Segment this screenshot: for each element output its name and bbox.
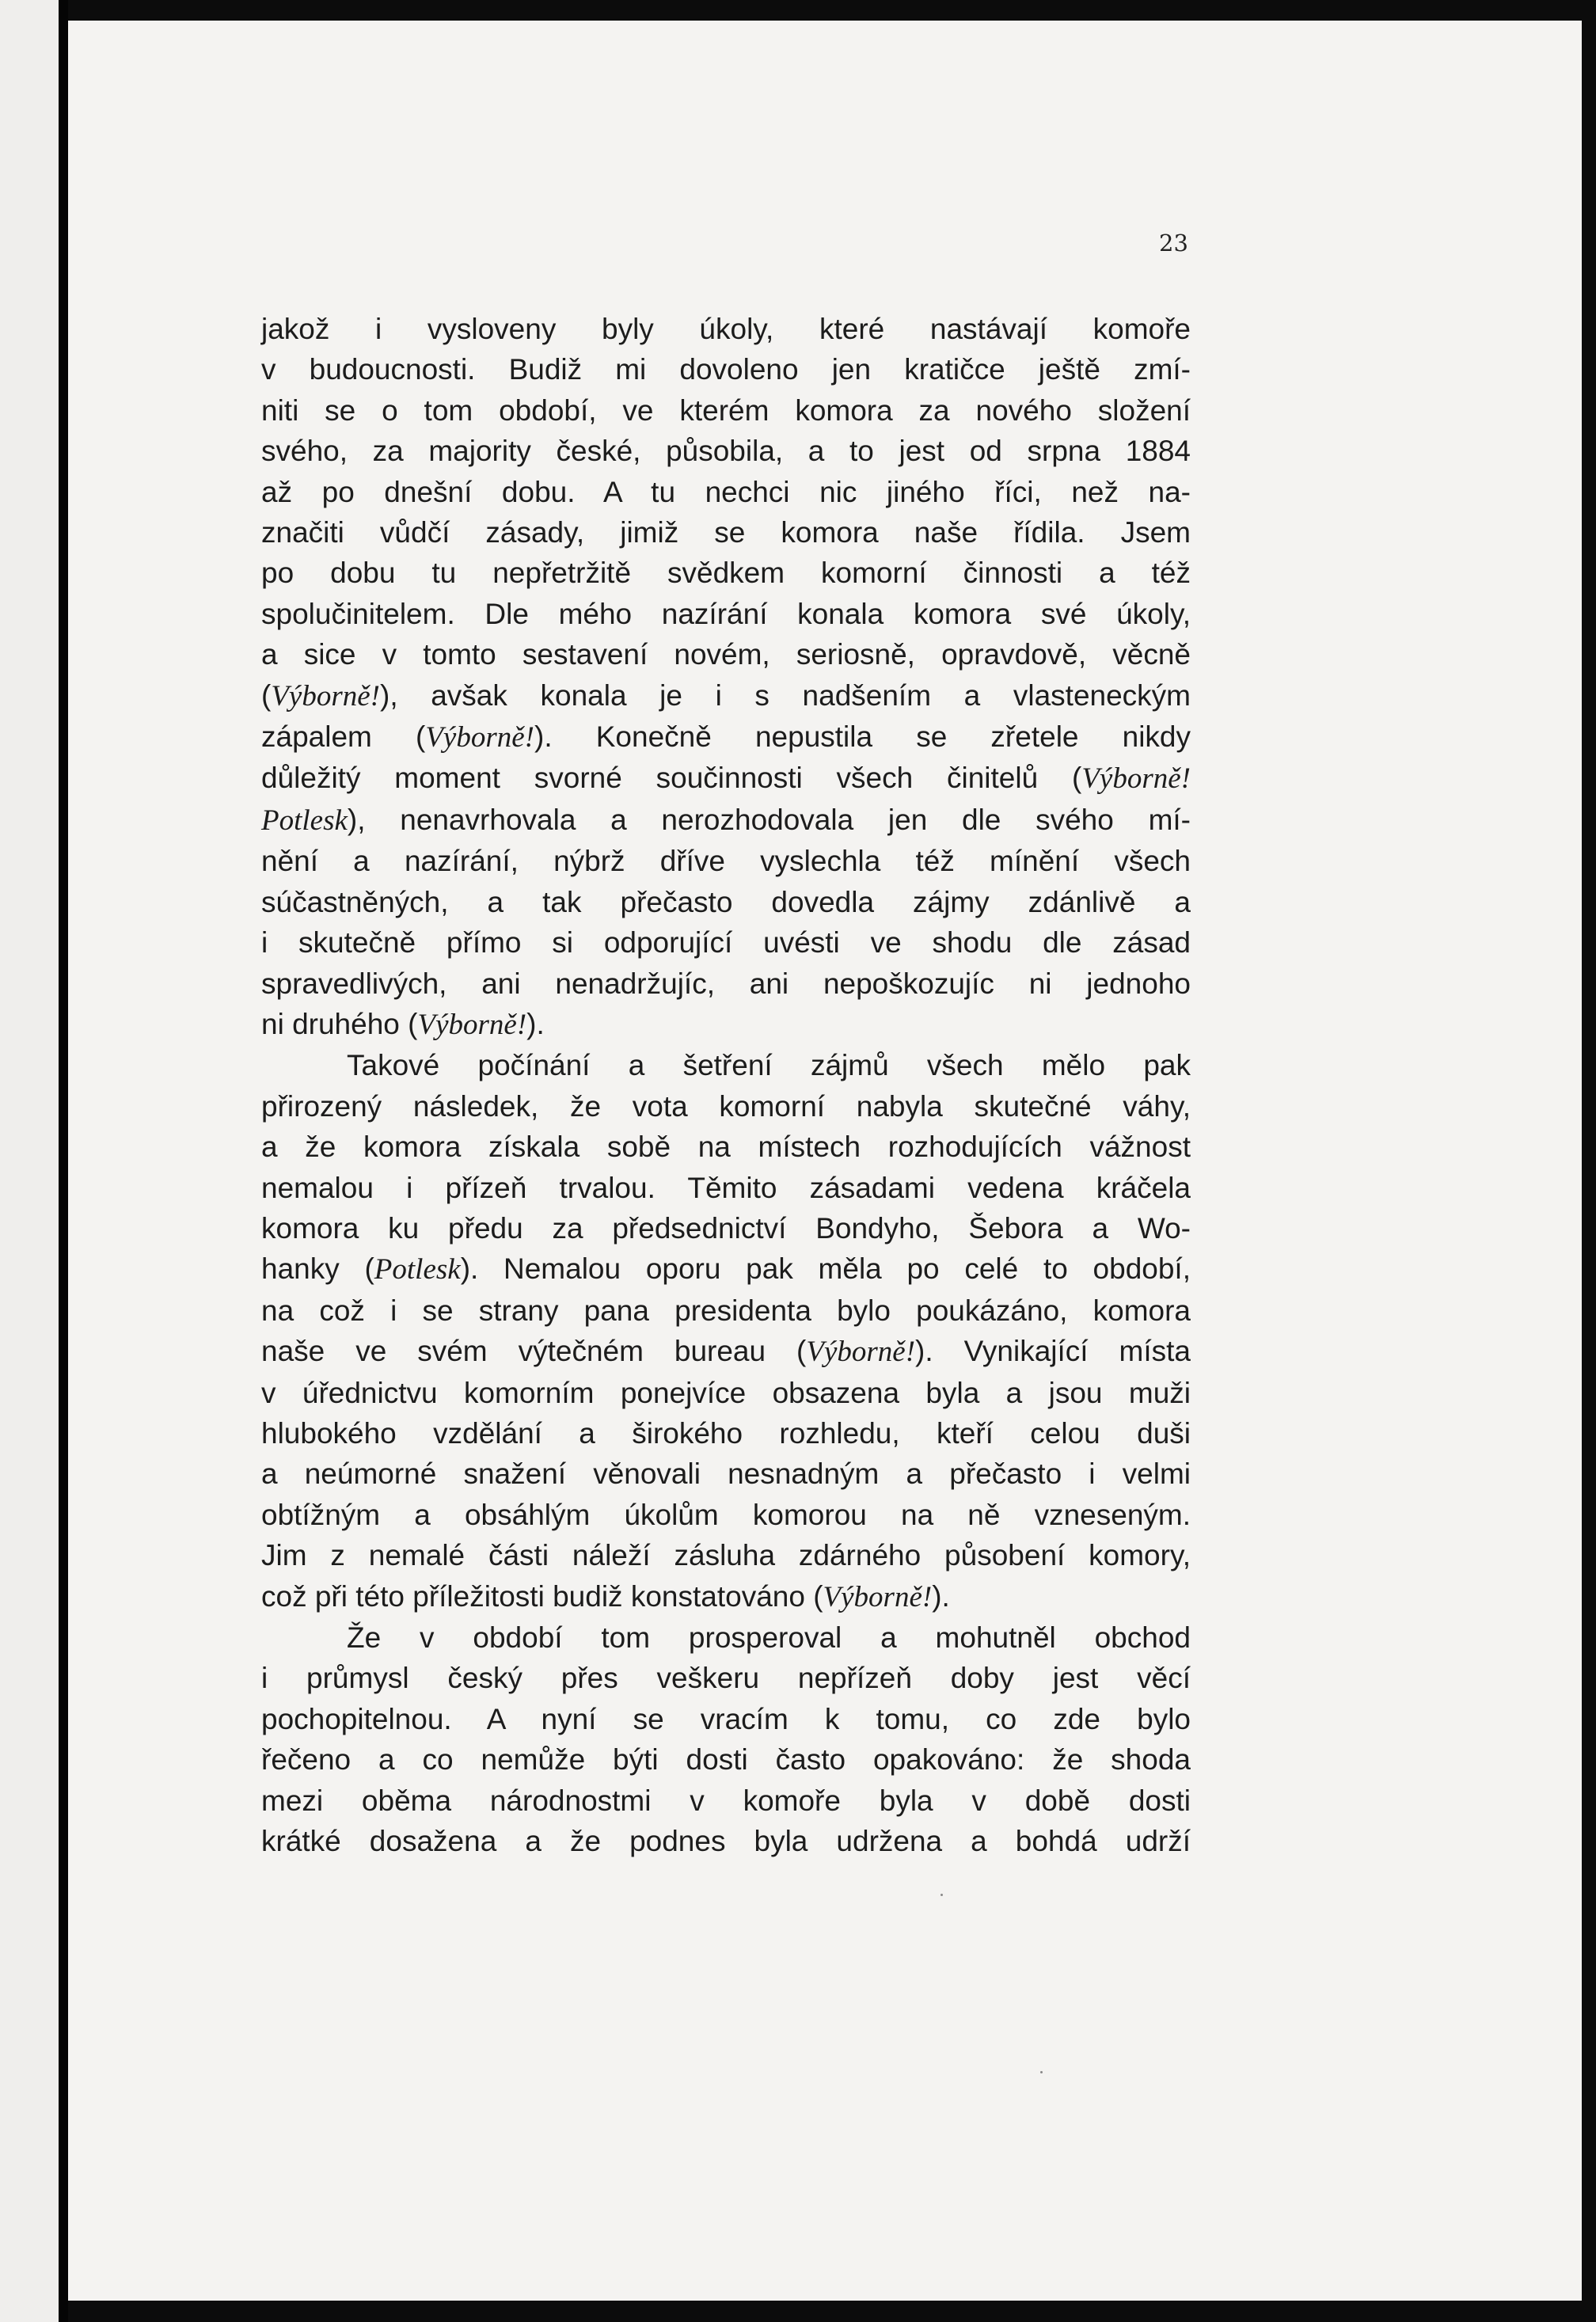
text-line [261,594,1191,634]
text-run: značiti vůdčí zásady, jimiž se komora naše řídila. Jsem [261,516,1191,549]
text-run: pochopitelnou. A nyní se vracím k tomu, co zde bylo [261,1702,1191,1735]
text-run: až po dnešní dobu. A tu nechci nic jiného říci, než na- [261,475,1191,508]
text-line [261,1373,1191,1413]
text-run: svého, za majority české, působila, a to jest od srpna 1884 [261,435,1191,468]
paper-speck [1040,2071,1043,2073]
text-run: ni druhého ( [261,1007,418,1040]
text-line [261,841,1191,881]
text-run: naše ve svém výtečném bureau ( [261,1335,807,1368]
text-line [261,431,1191,471]
text-run: a sice v tomto sestavení novém, seriosně, opravdově, věcně [261,638,1191,671]
page-gutter-shadow [59,0,68,2322]
text-run: i skutečně přímo si odporující uvésti ve shodu dle zásad [261,926,1191,960]
text-run: nemalou i přízeň trvalou. Těmito zásadami vedena kráčela [261,1171,1191,1204]
text-line [261,1413,1191,1454]
text-line [261,1535,1191,1575]
italic-remark: Potlesk [374,1253,461,1286]
text-line [261,1004,1191,1045]
text-run: v budoucnosti. Budiž mi dovoleno jen kratičce ještě zmí- [261,353,1191,386]
text-run: Že v období tom prosperoval a mohutněl obchod [347,1621,1191,1654]
text-run: ), avšak konala je i s nadšením a vlasteneckým [380,678,1191,712]
text-line [261,512,1191,553]
text-run: řečeno a co nemůže býti dosti často opakováno: že shoda [261,1743,1191,1777]
text-run: i průmysl český přes veškeru nepřízeň doby jest věcí [261,1662,1191,1695]
text-line [261,1780,1191,1821]
text-line [261,882,1191,922]
text-run: a že komora získala sobě na místech rozhodujících vážnost [261,1131,1191,1164]
text-run: zápalem ( [261,720,426,754]
text-run: důležitý moment svorné součinnosti všech činitelů ( [261,762,1082,795]
text-line [261,472,1191,512]
text-line [261,1739,1191,1780]
italic-remark: Výborně! [271,679,380,713]
text-run: hlubokého vzdělání a širokého rozhledu, kteří celou duši [261,1416,1191,1450]
text-run: ). [526,1007,545,1040]
text-run: krátké dosažena a že podnes byla udržena a bohdá udrží [261,1825,1191,1858]
text-run: jakož i vysloveny byly úkoly, které nastávají komoře [261,313,1191,345]
text-run: spolučinitelem. Dle mého nazírání konala komora své úkoly, [261,597,1191,630]
text-line [261,1821,1191,1861]
text-run: ( [261,678,272,712]
page-number: 23 [1159,230,1188,257]
text-run: což při této příležitosti budiž konstatováno ( [261,1579,823,1613]
italic-remark: Potlesk [261,804,348,837]
text-run: ). Vynikající místa [915,1335,1191,1368]
text-line [261,309,1191,349]
text-run: niti se o tom období, ve kterém komora za nového složení [261,393,1191,427]
text-line [261,758,1191,799]
text-line [261,1086,1191,1127]
text-line [261,1454,1191,1494]
text-line [261,1127,1191,1167]
italic-remark: Výborně! [425,721,534,754]
text-line [261,553,1191,593]
text-line [261,1331,1191,1372]
text-run: ). Konečně nepustila se zřetele nikdy [534,720,1191,754]
text-line [261,800,1191,841]
italic-remark: Výborně! [823,1580,933,1613]
text-run: hanky ( [261,1252,374,1286]
text-line [261,1045,1191,1085]
text-line [261,963,1191,1004]
text-run: súčastněných, a tak přečasto dovedla zájmy zdánlivě a [261,885,1191,918]
text-run: ). [932,1579,950,1613]
text-run: Jim z nemalé části náleží zásluha zdárného působení komory, [261,1539,1191,1572]
text-run: nění a nazírání, nýbrž dříve vyslechla též mínění všech [261,845,1191,878]
text-line [261,1208,1191,1248]
text-line [261,349,1191,390]
text-line [261,1576,1191,1617]
text-line [261,1248,1191,1290]
text-line [261,1168,1191,1208]
text-line [261,716,1191,758]
text-run: Takové počínání a šetření zájmů všech mělo pak [347,1049,1191,1082]
text-run: komora ku předu za předsednictví Bondyho, Šebora a Wo- [261,1211,1191,1245]
text-run: ). Nemalou oporu pak měla po celé to období, [460,1252,1191,1286]
text-run: po dobu tu nepřetržitě svědkem komorní činnosti a též [261,557,1191,590]
text-run: obtížným a obsáhlým úkolům komorou na ně vzneseným. [261,1498,1191,1531]
text-run: přirozený následek, že vota komorní nabyla skutečné váhy, [261,1089,1191,1123]
text-line [261,1617,1191,1658]
text-run: mezi oběma národnostmi v komoře byla v době dosti [261,1784,1191,1817]
text-run: ), nenavrhovala a nerozhodovala jen dle svého mí- [347,803,1191,836]
text-line [261,1658,1191,1698]
text-run: v úřednictvu komorním ponejvíce obsazena byla a jsou muži [261,1376,1191,1409]
text-line [261,675,1191,716]
text-line [261,390,1191,431]
italic-remark: Výborně! [1081,762,1191,796]
text-run: a neúmorné snažení věnovali nesnadným a přečasto i velmi [261,1457,1191,1491]
text-line [261,1290,1191,1331]
italic-remark: Výborně! [417,1008,527,1041]
text-line [261,634,1191,675]
text-line [261,1699,1191,1739]
body-text [261,309,1191,1861]
text-run: na což i se strany pana presidenta bylo poukázáno, komora [261,1294,1191,1327]
text-line [261,922,1191,963]
italic-remark: Výborně! [806,1336,916,1369]
text-run: spravedlivých, ani nenadržujíc, ani nepoškozujíc ni jednoho [261,967,1191,1000]
previous-page-edge [0,0,59,2322]
paper-speck [940,1894,943,1896]
text-line [261,1495,1191,1535]
